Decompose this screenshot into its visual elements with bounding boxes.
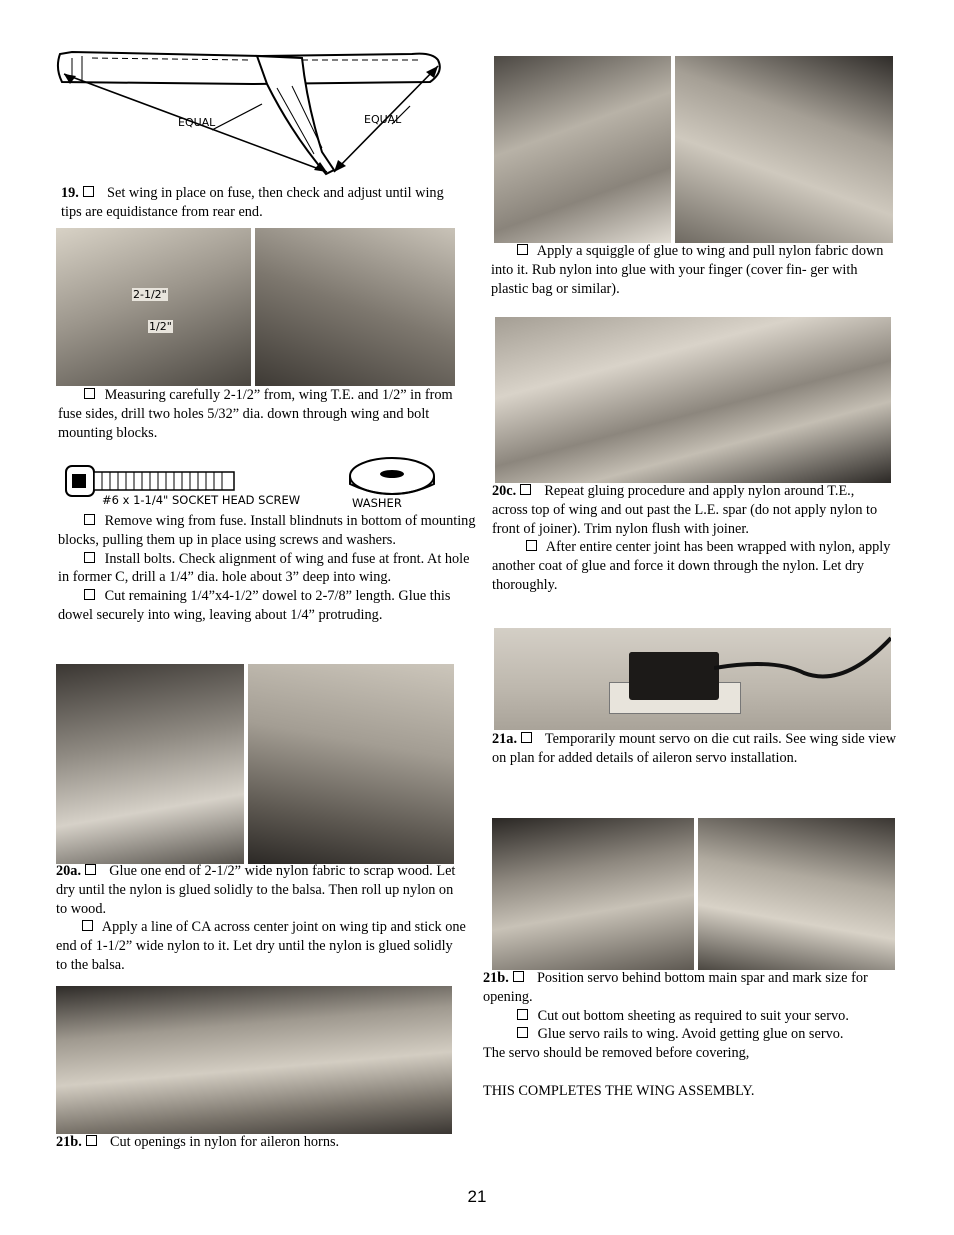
checkbox-icon bbox=[84, 514, 95, 525]
step-description: Measuring carefully 2-1/2” from, wing T.E. and 1/2” in from fuse sides, drill two holes 5/32” dia. down through wing and bolt mounting blocks. bbox=[58, 387, 453, 441]
photo-glue-squiggle bbox=[494, 56, 893, 243]
step-number: 20a. bbox=[56, 863, 82, 879]
checkbox-icon bbox=[526, 540, 537, 551]
step-description: Set wing in place on fuse, then check and adjust until wing tips are equidistance from rear end. bbox=[61, 185, 444, 220]
measure-label-1-2: 1/2" bbox=[149, 320, 172, 333]
page-number: 21 bbox=[467, 1187, 487, 1206]
checkbox-icon bbox=[517, 1009, 528, 1020]
checkbox-icon bbox=[86, 1135, 97, 1146]
photo-repeat-gluing bbox=[495, 317, 891, 483]
equal-label-left: EQUAL bbox=[178, 116, 216, 129]
checkbox-icon bbox=[84, 388, 95, 399]
step-description: Repeat gluing procedure and apply nylon around T.E., across top of wing and out past the L.E. spar (do not apply nylon to front of joiner). Trim nylon flush with joiner. bbox=[492, 483, 878, 537]
checkbox-icon bbox=[513, 971, 524, 982]
completion-note: THIS COMPLETES THE WING ASSEMBLY. bbox=[483, 1082, 755, 1099]
hardware-illustration bbox=[62, 452, 442, 510]
checkbox-icon bbox=[84, 589, 95, 600]
step-description: Apply a line of CA across center joint on wing tip and stick one end of 1-1/2” wide nylon to it. Let dry until the nylon is glued solidly to the balsa. bbox=[56, 919, 466, 973]
step-description: Cut openings in nylon for aileron horns. bbox=[109, 1134, 340, 1150]
step-description: Cut remaining 1/4”x4-1/2” dowel to 2-7/8” length. Glue this dowel securely into wing, leaving about 1/4” protruding. bbox=[58, 588, 451, 623]
step-measuring-text bbox=[58, 386, 476, 442]
step-description: Temporarily mount servo on die cut rails. See wing side view on plan for added details of aileron servo installation. bbox=[492, 731, 897, 766]
screw-label: #6 x 1-1/4" SOCKET HEAD SCREW bbox=[102, 493, 301, 507]
checkbox-icon bbox=[85, 864, 96, 875]
step-20a-text bbox=[56, 862, 466, 975]
step-description: Cut out bottom sheeting as required to suit your servo. bbox=[537, 1007, 849, 1024]
checkbox-icon bbox=[84, 552, 95, 563]
photo-aileron-horn-openings bbox=[56, 986, 452, 1134]
steps-wing-mounting-text bbox=[58, 512, 476, 625]
equal-label-right: EQUAL bbox=[364, 113, 402, 126]
checkbox-icon bbox=[520, 484, 531, 495]
step-description: Glue one end of 2-1/2” wide nylon fabric to scrap wood. Let dry until the nylon is glued solidly to the balsa. Then roll up nylon on to wood. bbox=[56, 863, 456, 917]
step-squiggle-text bbox=[491, 242, 891, 298]
step-description: Install bolts. Check alignment of wing and fuse at front. At hole in former C, drill a 1/4” dia. hole about 3” deep into wing. bbox=[58, 550, 470, 586]
checkbox-icon bbox=[517, 244, 528, 255]
photo-servo-positioning bbox=[492, 818, 895, 970]
photo-measuring-holes bbox=[56, 228, 455, 386]
note-servo-removed: The servo should be removed before covering, bbox=[483, 1045, 750, 1062]
step-description: After entire center joint has been wrapped with nylon, apply another coat of glue and force it down through the nylon. Let dry thoroughly. bbox=[492, 539, 891, 593]
step-number: 20c. bbox=[492, 483, 517, 499]
step-description: Glue servo rails to wing. Avoid getting glue on servo. bbox=[537, 1026, 844, 1043]
step-21b-right-text bbox=[483, 969, 895, 1101]
photo-nylon-fabric bbox=[56, 664, 454, 864]
photo-servo-mount bbox=[494, 628, 891, 730]
step-description: Remove wing from fuse. Install blindnuts in bottom of mounting blocks, pulling them up in place using screws and washers. bbox=[58, 513, 476, 548]
checkbox-icon bbox=[521, 732, 532, 743]
washer-label: WASHER bbox=[352, 496, 402, 510]
step-description: Position servo behind bottom main spar and mark size for opening. bbox=[483, 970, 868, 1005]
step-description: Apply a squiggle of glue to wing and pull nylon fabric down into it. Rub nylon into glue with your finger (cover fin- ger with plastic bag or similar). bbox=[491, 243, 884, 297]
step-20c-text bbox=[492, 482, 892, 595]
step-number: 19. bbox=[61, 185, 79, 201]
step-21a-text bbox=[492, 730, 902, 768]
checkbox-icon bbox=[82, 920, 93, 931]
wing-alignment-diagram bbox=[52, 44, 447, 186]
step-number: 21b. bbox=[483, 970, 509, 986]
step-19-text bbox=[61, 184, 461, 222]
step-number: 21b. bbox=[56, 1134, 82, 1150]
measure-label-2-1-2: 2-1/2" bbox=[133, 288, 167, 301]
checkbox-icon bbox=[83, 186, 94, 197]
step-21b-left-text bbox=[56, 1133, 456, 1152]
step-number: 21a. bbox=[492, 731, 518, 747]
checkbox-icon bbox=[517, 1027, 528, 1038]
